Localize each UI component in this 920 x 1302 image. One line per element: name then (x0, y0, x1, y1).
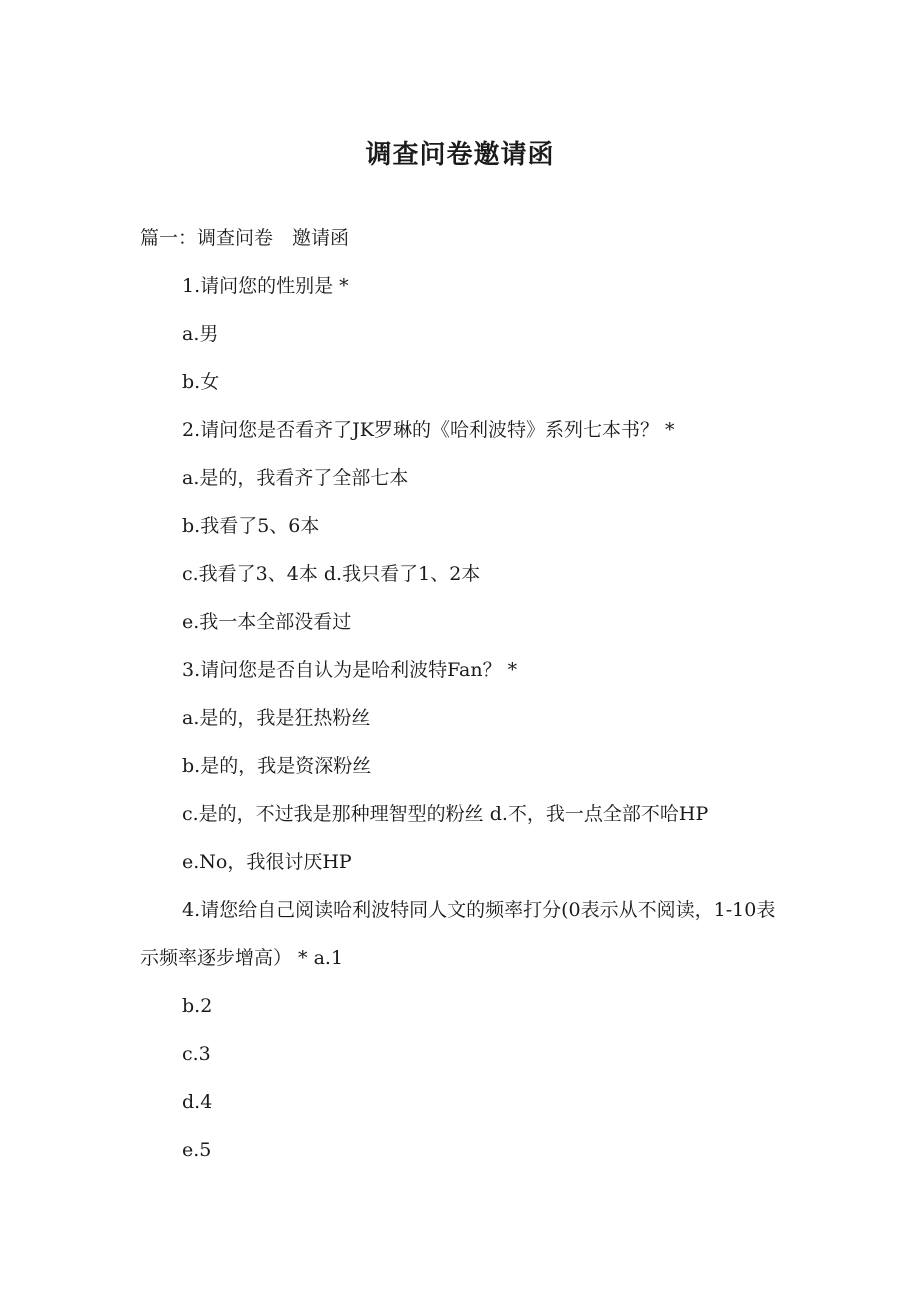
question-2-option-a: a.是的，我看齐了全部七本 (182, 467, 409, 489)
section-heading: 篇一：调查问卷 邀请函 (140, 227, 350, 249)
question-3-option-e: e.No，我很讨厌HP (182, 851, 352, 873)
question-4-option-b: b.2 (182, 995, 213, 1017)
question-2-option-b: b.我看了5、6本 (182, 515, 320, 537)
question-3-option-c-d: c.是的，不过我是那种理智型的粉丝 d.不，我一点全部不哈HP (182, 803, 709, 825)
question-2: 2.请问您是否看齐了JK罗琳的《哈利波特》系列七本书？ * (182, 419, 675, 441)
question-2-option-c-d: c.我看了3、4本 d.我只看了1、2本 (182, 563, 481, 585)
question-3-option-a: a.是的，我是狂热粉丝 (182, 707, 371, 729)
question-4-option-d: d.4 (182, 1091, 213, 1113)
page-title: 调查问卷邀请函 (365, 140, 555, 171)
question-3: 3.请问您是否自认为是哈利波特Fan？ * (182, 659, 518, 681)
question-2-option-e: e.我一本全部没看过 (182, 611, 352, 633)
question-1-option-b: b.女 (182, 371, 220, 393)
question-1-option-a: a.男 (182, 323, 219, 345)
question-4-option-c: c.3 (182, 1043, 211, 1065)
question-3-option-b: b.是的，我是资深粉丝 (182, 755, 372, 777)
question-4-option-e: e.5 (182, 1139, 212, 1161)
question-1: 1.请问您的性别是 * (182, 275, 349, 297)
document-body (140, 214, 790, 1174)
question-4: 4.请您给自己阅读哈利波特同人文的频率打分(0表示从不阅读，1-10表示频率逐步增高） * a.1 (140, 899, 776, 969)
